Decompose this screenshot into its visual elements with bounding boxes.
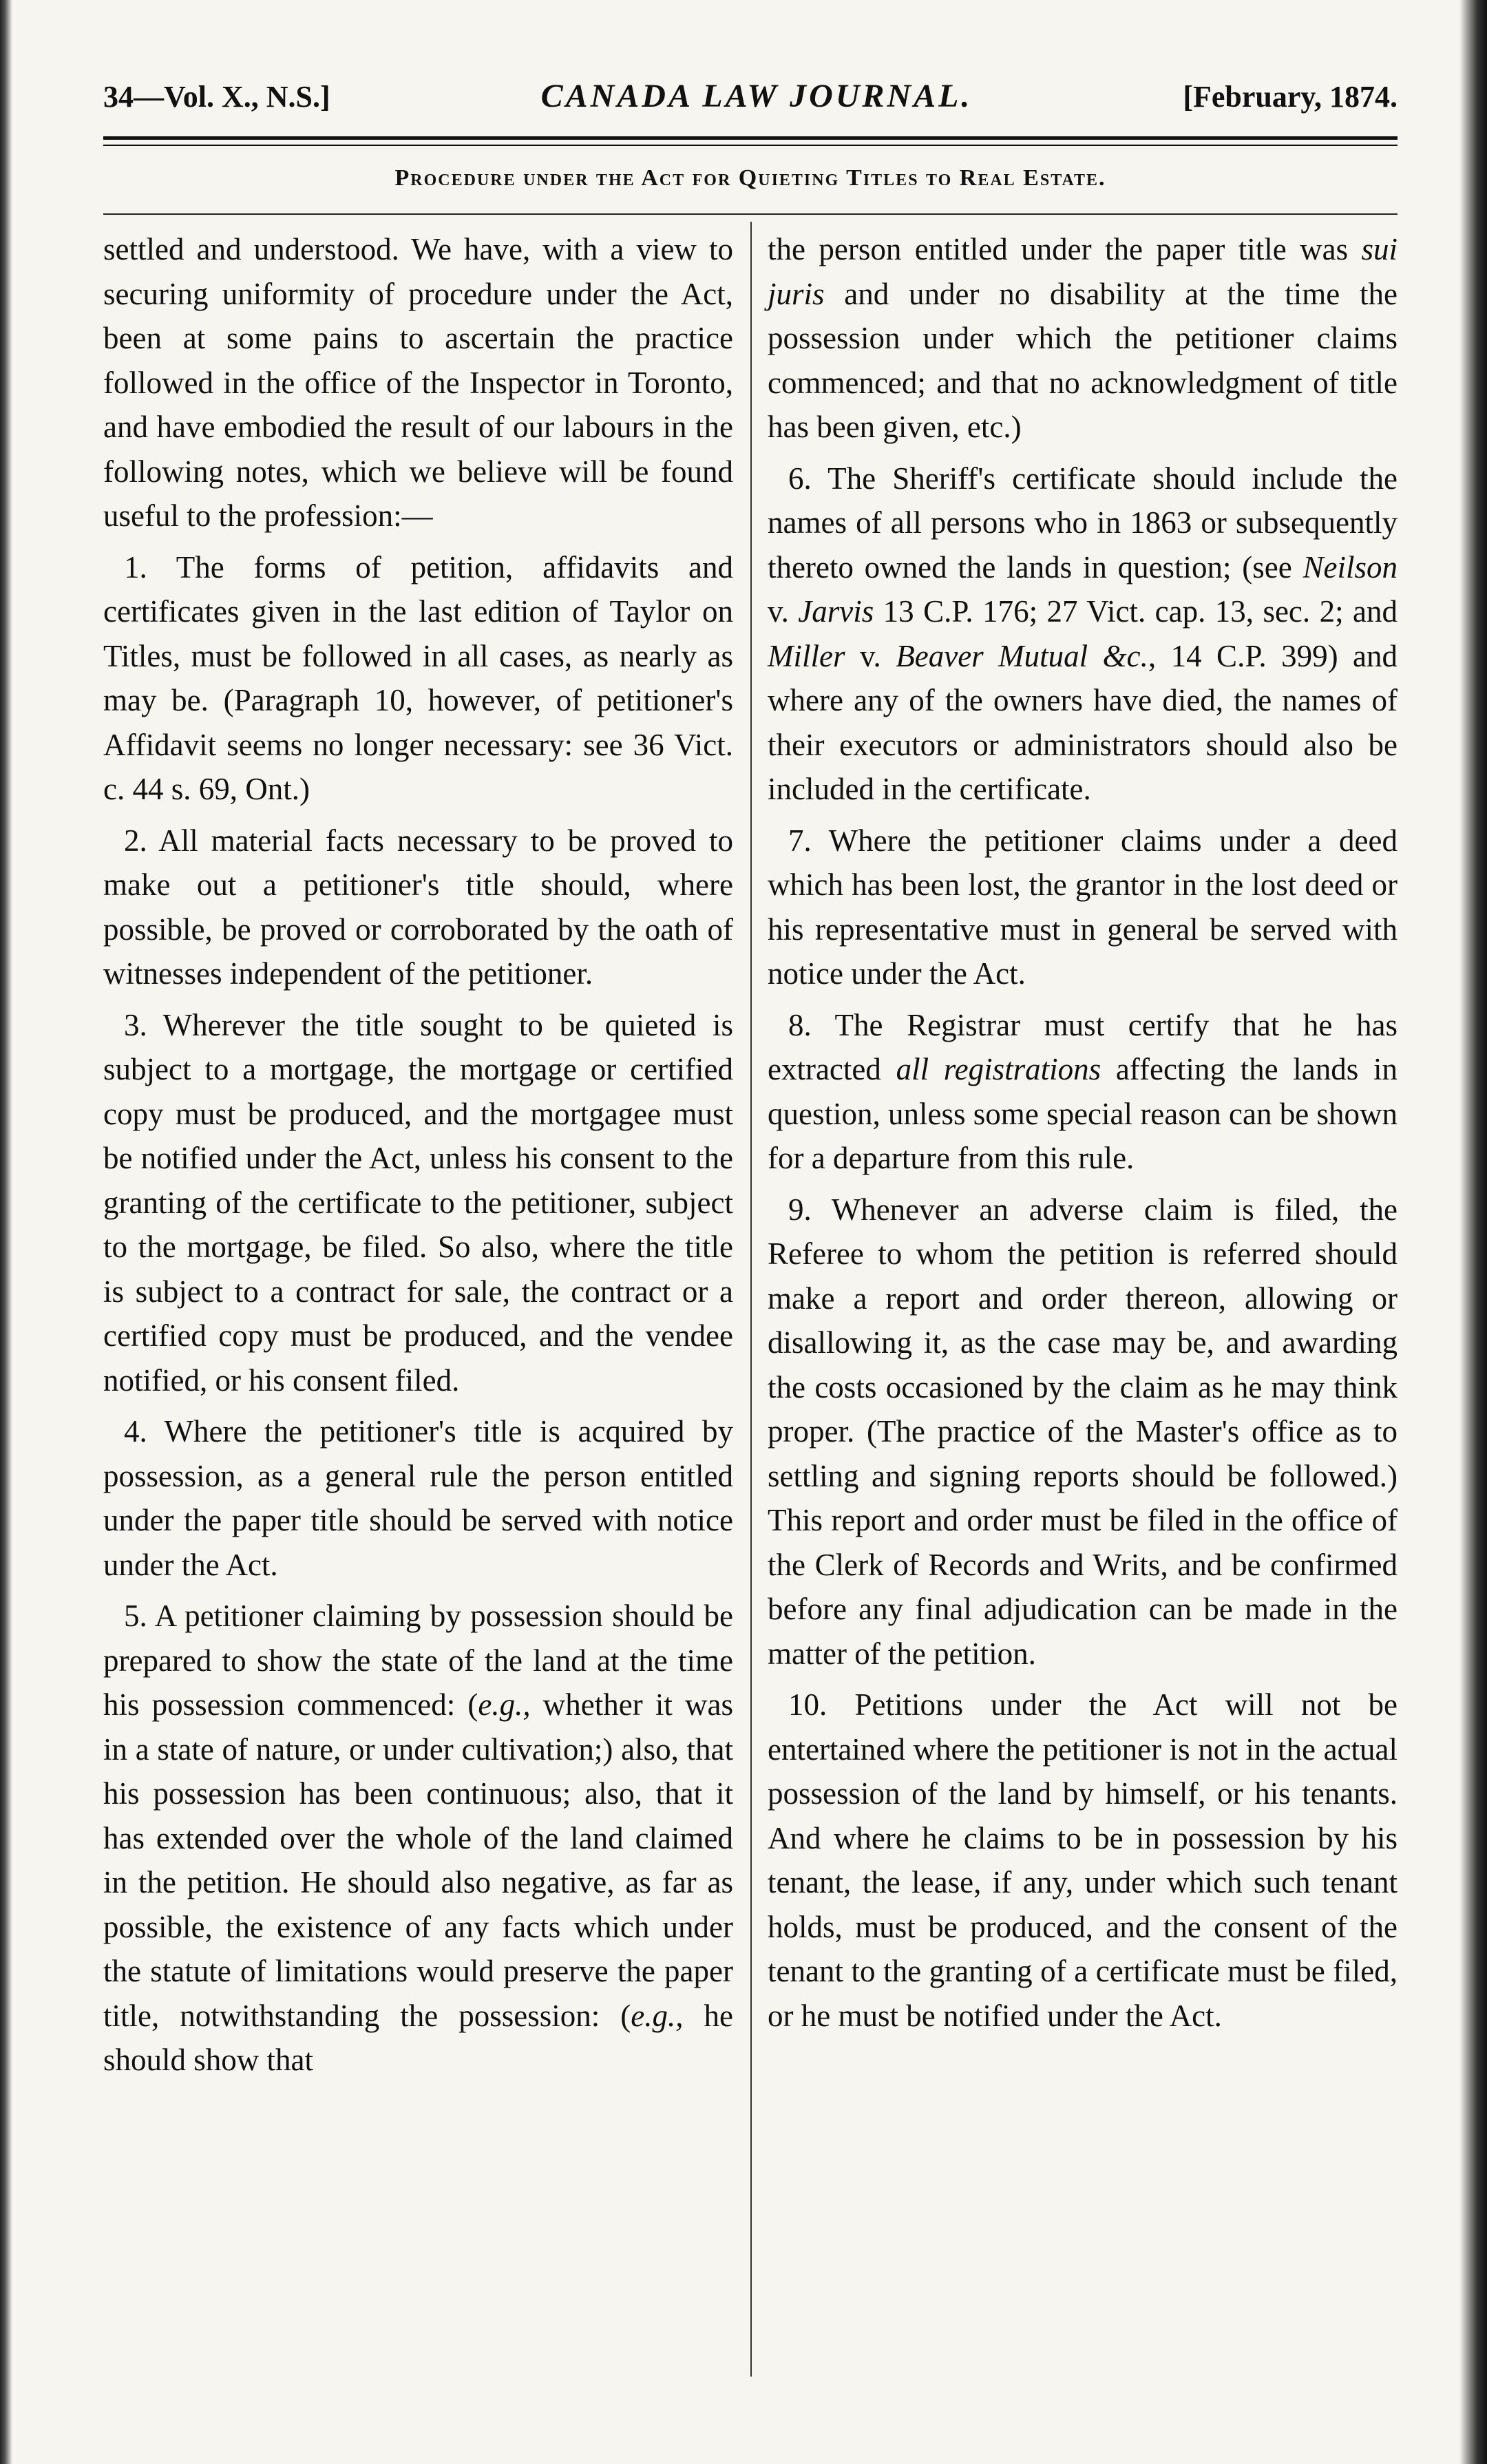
- paragraph-7: 7. Where the petitioner claims under a deed which has been lost, the grantor in the lost deed or his representative must in general be served with notice under the Act.: [768, 823, 1398, 991]
- paragraph-5-text-b: whether it was in a state of nature, or under cultivation;) also, that his possession has been continuous; also, that it has extended over the whole of the land claimed in the petition. He should also negative, as far as possible, the existence of any facts which under the statute of limitations would preserve the paper title, notwithstanding the possession: (: [103, 1687, 733, 2033]
- paragraph-4: 4. Where the petitioner's title is acquired by possession, as a general rule the person entitled under the paper title should be served with notice under the Act.: [103, 1414, 733, 1582]
- case-jarvis: Jarvis: [798, 594, 874, 629]
- all-registrations: all registrations: [896, 1052, 1101, 1086]
- paragraph-1: 1. The forms of petition, affidavits and certificates given in the last edition of Taylor on Titles, must be followed in all cases, as nearly as may be. (Paragraph 10, however, of petitioner's Affidavit seems no longer necessary: see 36 Vict. c. 44 s. 69, Ont.): [103, 549, 733, 806]
- versus-1: v.: [768, 594, 799, 629]
- continued-text-b: and under no disability at the time the possession under which the petitioner claims commenced; and that no acknowledgment of title has been given, etc.): [768, 276, 1398, 444]
- header-volume: 34—Vol. X., N.S.]: [103, 80, 330, 114]
- column-divider: [750, 222, 752, 2377]
- paragraph-9: 9. Whenever an adverse claim is filed, the Referee to whom the petition is referred should make a report and order thereon, allowing or disallowing it, as the case may be, and awarding the costs occasioned by the claim as he may think proper. (The practice of the Master's office as to settling and signing reports should be followed.) This report and order must be filed in the office of the Clerk of Records and Writs, and be confirmed before any final adjudication can be made in the matter of the petition.: [768, 1192, 1398, 1671]
- header-rule-thick: [103, 136, 1398, 140]
- right-column: [768, 227, 1398, 2038]
- left-column: [103, 227, 733, 2083]
- page-edge-left: [0, 0, 12, 2464]
- paragraph-2: 2. All material facts necessary to be proved to make out a petitioner's title should, where possible, be proved or corroborated by the oath of witnesses independent of the petitioner.: [103, 823, 733, 991]
- case-neilson: Neilson: [1303, 549, 1398, 585]
- paragraph-continued: [768, 227, 1398, 450]
- paragraph-6-text-c: , 14 C.P. 399) and where any of the owners have died, the names of their executors or administrators should also be included in the certificate.: [768, 638, 1398, 806]
- paragraph-5-text-c: he should show that: [103, 1998, 734, 2077]
- case-miller: Miller: [768, 638, 845, 673]
- paragraph-5-eg-2: e.g.,: [631, 1998, 684, 2033]
- heading-rule: [103, 213, 1398, 215]
- versus-2: v.: [845, 638, 896, 673]
- page-edge-right: [1459, 0, 1487, 2464]
- paragraph-8-text-a: 8. The Registrar must certify that he has extracted: [768, 1007, 1398, 1086]
- paragraph-8: [768, 1003, 1398, 1181]
- paragraph-6: [768, 456, 1398, 812]
- case-beaver-mutual: Beaver Mutual &c.: [896, 638, 1148, 673]
- paragraph-5-text-a: 5. A petitioner claiming by possession should be prepared to show the state of the land at the time his possession commenced: (: [103, 1599, 733, 1722]
- paragraph-5: [103, 1594, 733, 2083]
- article-heading: Procedure under the Act for Quieting Titles to Real Estate.: [394, 165, 1106, 191]
- header-rule-thin: [103, 145, 1398, 146]
- sui-juris: sui juris: [768, 232, 1398, 311]
- paragraph-6-text-b: 13 C.P. 176; 27 Vict. cap. 13, sec. 2; and: [874, 594, 1398, 629]
- paragraph-10: 10. Petitions under the Act will not be entertained where the petitioner is not in the actual possession of the land by himself, or his tenants. And where he claims to be in possession by his tenant, the lease, if any, under which such tenant holds, must be produced, and the consent of the tenant to the granting of a certificate must be filed, or he must be notified under the Act.: [768, 1687, 1398, 2033]
- paragraph-8-text-b: affecting the lands in question, unless some special reason can be shown for a departure from this rule.: [768, 1052, 1398, 1175]
- continued-text-a: the person entitled under the paper title was: [768, 232, 1362, 266]
- paragraph-3: 3. Wherever the title sought to be quieted is subject to a mortgage, the mortgage or certified copy must be produced, and the mortgagee must be notified under the Act, unless his consent to the granting of the certificate to the petitioner, subject to the mortgage, be filed. So also, where the title is subject to a contract for sale, the contract or a certified copy must be produced, and the vendee notified, or his consent filed.: [103, 1007, 733, 1398]
- running-header: [103, 77, 1398, 132]
- paragraph-6-text-a: 6. The Sheriff's certificate should include the names of all persons who in 1863 or subsequently thereto owned the lands in question; (see: [768, 461, 1398, 585]
- paragraph-5-eg-1: e.g.,: [478, 1687, 531, 1722]
- header-date: [February, 1874.: [1183, 80, 1398, 114]
- paragraph-intro: settled and understood. We have, with a view to securing uniformity of procedure under the Act, been at some pains to ascertain the practice followed in the office of the Inspector in Toronto, and have embodied the result of our labours in the following notes, which we believe will be found useful to the profession:—: [103, 232, 733, 533]
- header-journal-title: CANADA LAW JOURNAL.: [540, 78, 973, 114]
